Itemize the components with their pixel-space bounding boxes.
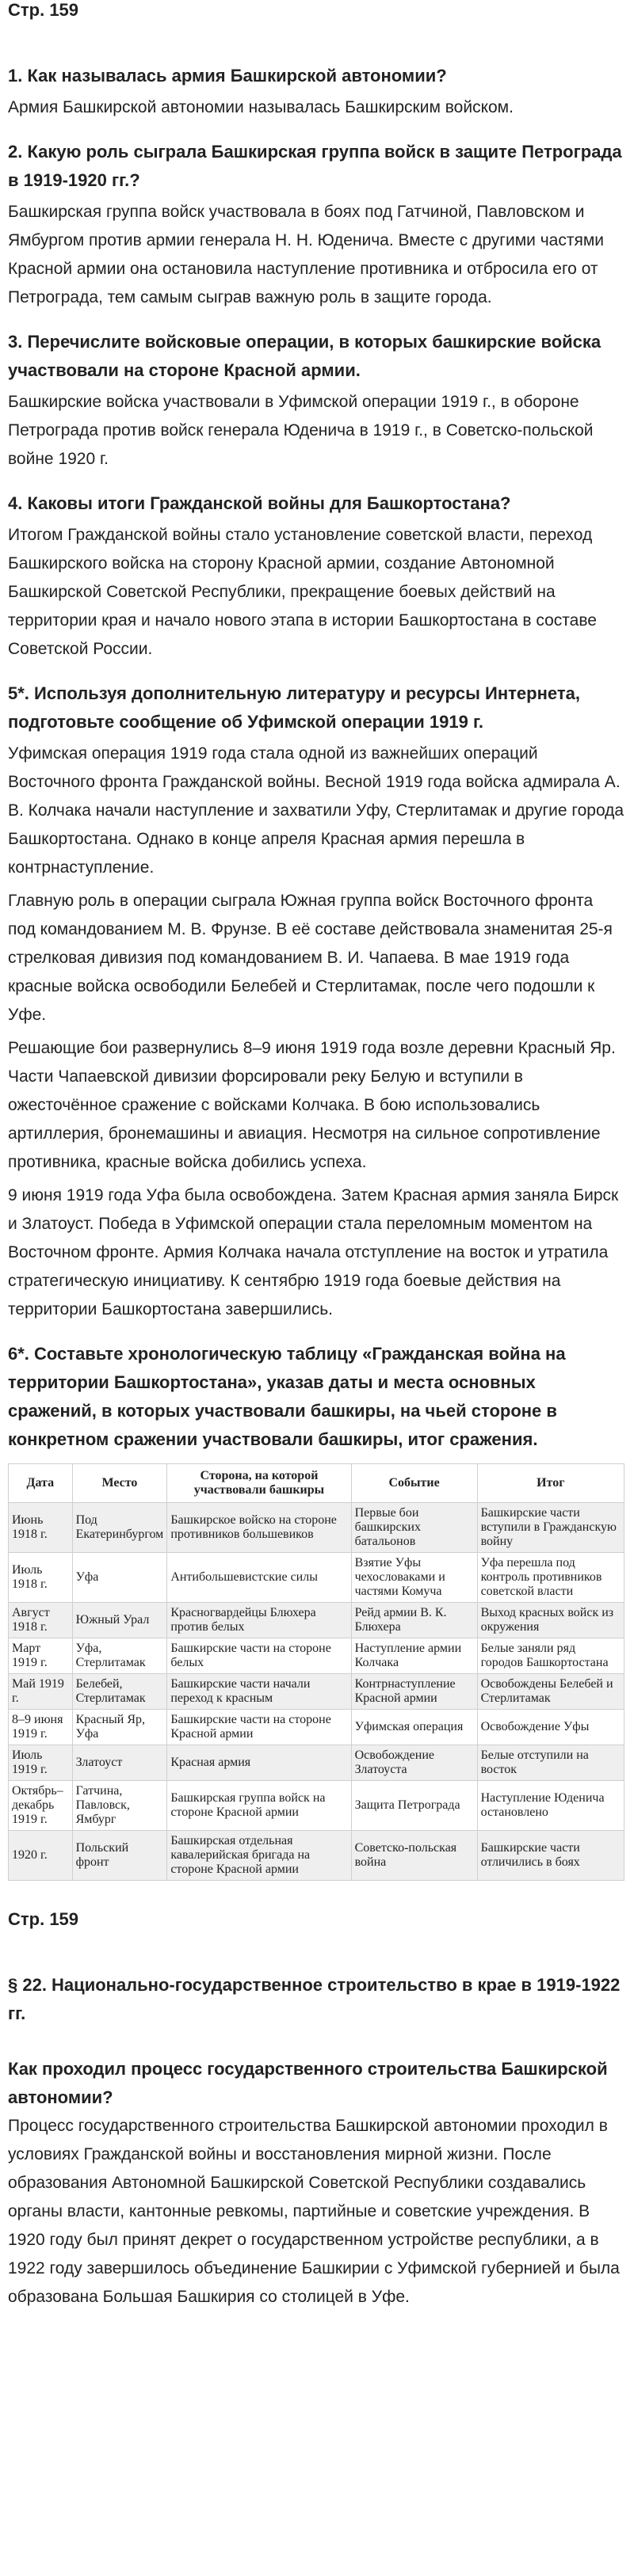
cell-date: Июль 1918 г. bbox=[9, 1553, 73, 1603]
cell-side: Башкирская отдельная кавалерийская бригада на стороне Красной армии bbox=[167, 1831, 351, 1881]
qa-block-4 bbox=[8, 489, 624, 664]
cell-event: Защита Петрограда bbox=[351, 1781, 477, 1831]
cell-event: Первые бои башкирских батальонов bbox=[351, 1503, 477, 1553]
table-row bbox=[9, 1781, 624, 1831]
cell-result: Освобождены Белебей и Стерлитамак bbox=[477, 1674, 624, 1710]
section-title: § 22. Национально-государственное строительство в крае в 1919-1922 гг. bbox=[8, 1975, 621, 2023]
answer-paragraph: Уфимская операция 1919 года стала одной из важнейших операций Восточного фронта Гражданской войны. Весной 1919 года войска адмирала А. В. Колчака начали наступление и захватили Уфу, Стерлитамак и другие города Башкортостана. Однако в конце апреля Красная армия перешла в контрнаступление. bbox=[8, 744, 624, 877]
page-label: Стр. 159 bbox=[8, 1909, 79, 1929]
cell-result: Белые заняли ряд городов Башкортостана bbox=[477, 1638, 624, 1674]
cell-side: Красная армия bbox=[167, 1745, 351, 1781]
table-row bbox=[9, 1603, 624, 1638]
cell-date: 1920 г. bbox=[9, 1831, 73, 1881]
question-heading: 3. Перечислите войсковые операции, в которых башкирские войска участвовали на стороне Красной армии. bbox=[8, 332, 602, 380]
cell-date: 8–9 июня 1919 г. bbox=[9, 1710, 73, 1745]
header-event: Событие bbox=[351, 1464, 477, 1503]
qa-block-1 bbox=[8, 62, 624, 122]
cell-side: Красногвардейцы Блюхера против белых bbox=[167, 1603, 351, 1638]
cell-place: Под Екатеринбургом bbox=[72, 1503, 167, 1553]
cell-place: Красный Яр, Уфа bbox=[72, 1710, 167, 1745]
answer-paragraph: Армия Башкирской автономии называлась Башкирским войском. bbox=[8, 98, 514, 116]
cell-side: Башкирское войско на стороне противников большевиков bbox=[167, 1503, 351, 1553]
cell-result: Выход красных войск из окружения bbox=[477, 1603, 624, 1638]
cell-event: Наступление армии Колчака bbox=[351, 1638, 477, 1674]
cell-place: Белебей, Стерлитамак bbox=[72, 1674, 167, 1710]
table-row bbox=[9, 1503, 624, 1553]
section-question: Как проходил процесс государственного строительства Башкирской автономии? bbox=[8, 2059, 608, 2107]
qa-block-6 bbox=[8, 1340, 624, 1454]
table-row bbox=[9, 1831, 624, 1881]
cell-place: Польский фронт bbox=[72, 1831, 167, 1881]
cell-place: Уфа bbox=[72, 1553, 167, 1603]
qa-block-5 bbox=[8, 679, 624, 1324]
cell-side: Башкирская группа войск на стороне Красной армии bbox=[167, 1781, 351, 1831]
answer-paragraph: Решающие бои развернулись 8–9 июня 1919 года возле деревни Красный Яр. Части Чапаевской дивизии форсировали реку Белую и вступили в ожесточённое сражение с войсками Колчака. В бою использовались артиллерия, бронемашины и авиация. Несмотря на сильное сопротивление противника, красные войска добились успеха. bbox=[8, 1039, 616, 1171]
cell-result: Башкирские части отличились в боях bbox=[477, 1831, 624, 1881]
table-row bbox=[9, 1553, 624, 1603]
table-header-row bbox=[9, 1464, 624, 1503]
cell-date: Май 1919 г. bbox=[9, 1674, 73, 1710]
answer-paragraph: Башкирские войска участвовали в Уфимской операции 1919 г., в обороне Петрограда против войск генерала Юденича в 1919 г., в Советско-польской войне 1920 г. bbox=[8, 393, 594, 468]
question-heading: 1. Как называлась армия Башкирской автономии? bbox=[8, 66, 447, 86]
cell-event: Взятие Уфы чехословаками и частями Комуча bbox=[351, 1553, 477, 1603]
question-heading: 4. Каковы итоги Гражданской войны для Башкортостана? bbox=[8, 493, 511, 513]
cell-result: Белые отступили на восток bbox=[477, 1745, 624, 1781]
qa-block-3 bbox=[8, 328, 624, 474]
chronology-table bbox=[8, 1463, 624, 1881]
cell-event: Уфимская операция bbox=[351, 1710, 477, 1745]
cell-event: Освобождение Златоуста bbox=[351, 1745, 477, 1781]
header-side: Сторона, на которой участвовали башкиры bbox=[167, 1464, 351, 1503]
answer-paragraph: Итогом Гражданской войны стало установление советской власти, переход Башкирского войска на сторону Красной армии, создание Автономной Башкирской Советской Республики, прекращение боевых действий на территории края и начало нового этапа в истории Башкортостана в составе Советской России. bbox=[8, 526, 597, 658]
answer-paragraph: Башкирская группа войск участвовала в боях под Гатчиной, Павловском и Ямбургом против армии генерала Н. Н. Юденича. Вместе с другими частями Красной армии она остановила наступление противника и отбросила его от Петрограда, тем самым сыграв важную роль в защите города. bbox=[8, 203, 604, 306]
table-row bbox=[9, 1710, 624, 1745]
table-row bbox=[9, 1674, 624, 1710]
question-heading: 2. Какую роль сыграла Башкирская группа войск в защите Петрограда в 1919-1920 гг.? bbox=[8, 142, 622, 190]
page-label: Стр. 159 bbox=[8, 0, 79, 20]
cell-result: Уфа перешла под контроль противников советской власти bbox=[477, 1553, 624, 1603]
header-date: Дата bbox=[9, 1464, 73, 1503]
cell-place: Гатчина, Павловск, Ямбург bbox=[72, 1781, 167, 1831]
header-result: Итог bbox=[477, 1464, 624, 1503]
answer-paragraph: Главную роль в операции сыграла Южная группа войск Восточного фронта под командованием М. В. Фрунзе. В её составе действовала знаменитая 25-я стрелковая дивизия под командованием В. И. Чапаева. В мае 1919 года красные войска освободили Белебей и Стерлитамак, после чего подошли к Уфе. bbox=[8, 892, 613, 1024]
section-answer: Процесс государственного строительства Башкирской автономии проходил в условиях Гражданской войны и восстановления мирной жизни. После образования Автономной Башкирской Советской Республики создавались органы власти, кантонные ревкомы, партийные и советские учреждения. В 1920 году был принят декрет о государственном устройстве республики, а в 1922 году завершилось объединение Башкирии с Уфимской губернией и была образована Большая Башкирия со столицей в Уфе. bbox=[8, 2117, 620, 2306]
answer-paragraph: 9 июня 1919 года Уфа была освобождена. Затем Красная армия заняла Бирск и Златоуст. Победа в Уфимской операции стала переломным моментом на Восточном фронте. Армия Колчака начала отступление на восток и утратила стратегическую инициативу. К сентябрю 1919 года боевые действия на территории Башкортостана завершились. bbox=[8, 1186, 619, 1318]
cell-date: Октябрь–декабрь 1919 г. bbox=[9, 1781, 73, 1831]
table-row bbox=[9, 1638, 624, 1674]
cell-result: Освобождение Уфы bbox=[477, 1710, 624, 1745]
question-heading: 5*. Используя дополнительную литературу и ресурсы Интернета, подготовьте сообщение об Уфимской операции 1919 г. bbox=[8, 683, 580, 732]
header-place: Место bbox=[72, 1464, 167, 1503]
cell-side: Башкирские части на стороне Красной армии bbox=[167, 1710, 351, 1745]
cell-place: Златоуст bbox=[72, 1745, 167, 1781]
second-page-section bbox=[8, 1909, 624, 2312]
table-row bbox=[9, 1745, 624, 1781]
cell-date: Август 1918 г. bbox=[9, 1603, 73, 1638]
cell-event: Рейд армии В. К. Блюхера bbox=[351, 1603, 477, 1638]
qa-block-2 bbox=[8, 138, 624, 312]
cell-side: Башкирские части на стороне белых bbox=[167, 1638, 351, 1674]
cell-event: Советско-польская война bbox=[351, 1831, 477, 1881]
cell-date: Март 1919 г. bbox=[9, 1638, 73, 1674]
question-heading: 6*. Составьте хронологическую таблицу «Гражданская война на территории Башкортостана», указав даты и места основных сражений, в которых участвовали башкиры, на чьей стороне в конкретном сражении участвовали башкиры, итог сражения. bbox=[8, 1344, 566, 1449]
cell-side: Башкирские части начали переход к красным bbox=[167, 1674, 351, 1710]
cell-place: Уфа, Стерлитамак bbox=[72, 1638, 167, 1674]
cell-place: Южный Урал bbox=[72, 1603, 167, 1638]
cell-result: Башкирские части вступили в Гражданскую войну bbox=[477, 1503, 624, 1553]
cell-side: Антибольшевистские силы bbox=[167, 1553, 351, 1603]
cell-date: Июль 1919 г. bbox=[9, 1745, 73, 1781]
table-body bbox=[9, 1503, 624, 1881]
cell-result: Наступление Юденича остановлено bbox=[477, 1781, 624, 1831]
cell-date: Июнь 1918 г. bbox=[9, 1503, 73, 1553]
cell-event: Контрнаступление Красной армии bbox=[351, 1674, 477, 1710]
